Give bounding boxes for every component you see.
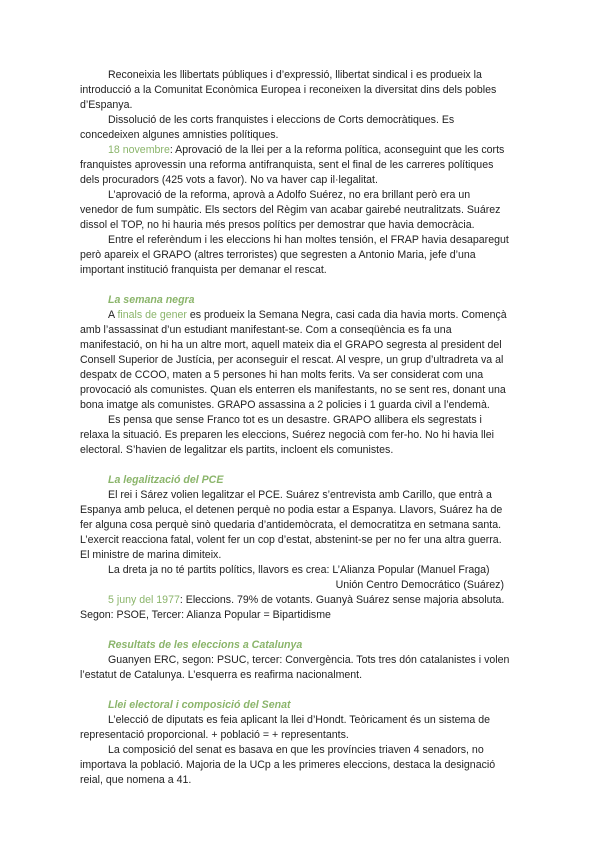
paragraph-text: : Eleccions. 79% de votants. Guanyà Suárez sense majoria absoluta. Segon: PSOE, Tercer: Alianza Popular = Bipartidisme	[80, 594, 505, 621]
paragraph-liberties: Reconeixia les llibertats públiques i d’expressió, llibertat sindical i es produeix la introducció a la Comunitat Econòmica Europea i reconeixen la diversitat dins dels pobles d’Espanya.	[80, 69, 497, 111]
paragraph-reform-law	[80, 143, 510, 188]
paragraph-text: : Aprovació de la llei per a la reforma política, aconseguint que les corts franquistes aprovessin una reforma antifranquista, sent el final de les carreres polítiques dels procuradors (425 vots a favor). No va haver cap il·legalitat.	[80, 144, 505, 186]
date-highlight: finals de gener	[117, 309, 187, 321]
section-heading-catalunya: Resultats de les eleccions a Catalunya	[108, 639, 303, 651]
date-highlight: 5 juny del 1977	[108, 594, 180, 606]
paragraph-grapo: Entre el referèndum i les eleccions hi han moltes tensión, el FRAP havia desaparegut però apareix el GRAPO (altres terroristes) que segresten a Antonio Maria, jefe d’una important institució franquista per demanar el rescat.	[80, 234, 509, 276]
section-heading-pce: La legalització del PCE	[108, 474, 224, 486]
paragraph-ucd: Unión Centro Democrático (Suárez)	[335, 579, 504, 591]
paragraph-catalunya-results: Guanyen ERC, segon: PSUC, tercer: Convergència. Tots tres dón catalanistes i volen l’estatut de Catalunya. L’esquerra es reafirma nacionalment.	[80, 654, 510, 681]
date-highlight: 18 novembre	[108, 144, 170, 156]
paragraph-dissolution: Dissolució de les corts franquistes i eleccions de Corts democràtiques. Es concedeixen algunes amnisties polítiques.	[80, 114, 455, 141]
paragraph-parties: La dreta ja no té partits polítics, llavors es crea: L’Alianza Popular (Manuel Fraga)	[108, 564, 490, 576]
paragraph-senate: La composició del senat es basava en que les províncies triaven 4 senadors, no importava la població. Majoria de la UCp a les primeres eleccions, destaca la designació reial, que nomena a 41.	[80, 744, 496, 786]
paragraph-text: A	[108, 309, 118, 321]
section-heading-semana-negra: La semana negra	[108, 294, 195, 306]
paragraph-text: es produeix la Semana Negra, casi cada dia havia morts. Començà amb l’assassinat d’un estudiant manifestant-se. Com a conseqüència es fa una manifestació, on hi ha un altre mort, aquell mateix dia el GRAPO segresta al president del Consell Superior de Justícia, per aconseguir el rescat. Al vespre, un grup d’ultradreta va al despatx de CCOO, maten a 5 persones hi han molts ferits. Va ser considerat com una provocació als comunistes. Quan els enterren els manifestants, no se sent res, donant una bona imatge als comunistes. GRAPO assassina a 2 policies i 1 guarda civil a l’endemà.	[80, 309, 507, 411]
paragraph-hondt: L’elecció de diputats es feia aplicant la llei d’Hondt. Teòricament és un sistema de representació proporcional. + població = + representants.	[80, 714, 490, 741]
paragraph-semana-negra	[80, 308, 510, 413]
paragraph-elections-prep: Es pensa que sense Franco tot es un desastre. GRAPO allibera els segrestats i relaxa la situació. Es preparen les eleccions, Suérez negocià com fer-ho. No hi havia llei electoral. S’havien de legalitzar els partits, incloent els comunistes.	[80, 414, 494, 456]
section-heading-senat: Llei electoral i composició del Senat	[108, 699, 291, 711]
paragraph-pce-legalization: El rei i Sárez volien legalitzar el PCE. Suárez s’entrevista amb Carillo, que entrà a Espanya amb peluca, el detenen perquè no podia estar a Espanya. Llavors, Suárez ha de fer alguna cosa perquè sinò quedaria d’antidemòcrata, el democratitza en setmana santa. L’exercit reacciona fatal, volent fer un cop d’estat, abstenint-se per no fer una altra guerra. El ministre de marina dimiteix.	[80, 489, 503, 561]
paragraph-1977-elections	[80, 593, 510, 623]
paragraph-suarez: L’aprovació de la reforma, aprovà a Adolfo Suérez, no era brillant però era un venedor de fum sumpàtic. Els sectors del Règim van acabar gairebé neutralitzats. Suárez dissol el TOP, no hi hauria més presos polítics per demostrar que havia democràcia.	[80, 189, 501, 231]
